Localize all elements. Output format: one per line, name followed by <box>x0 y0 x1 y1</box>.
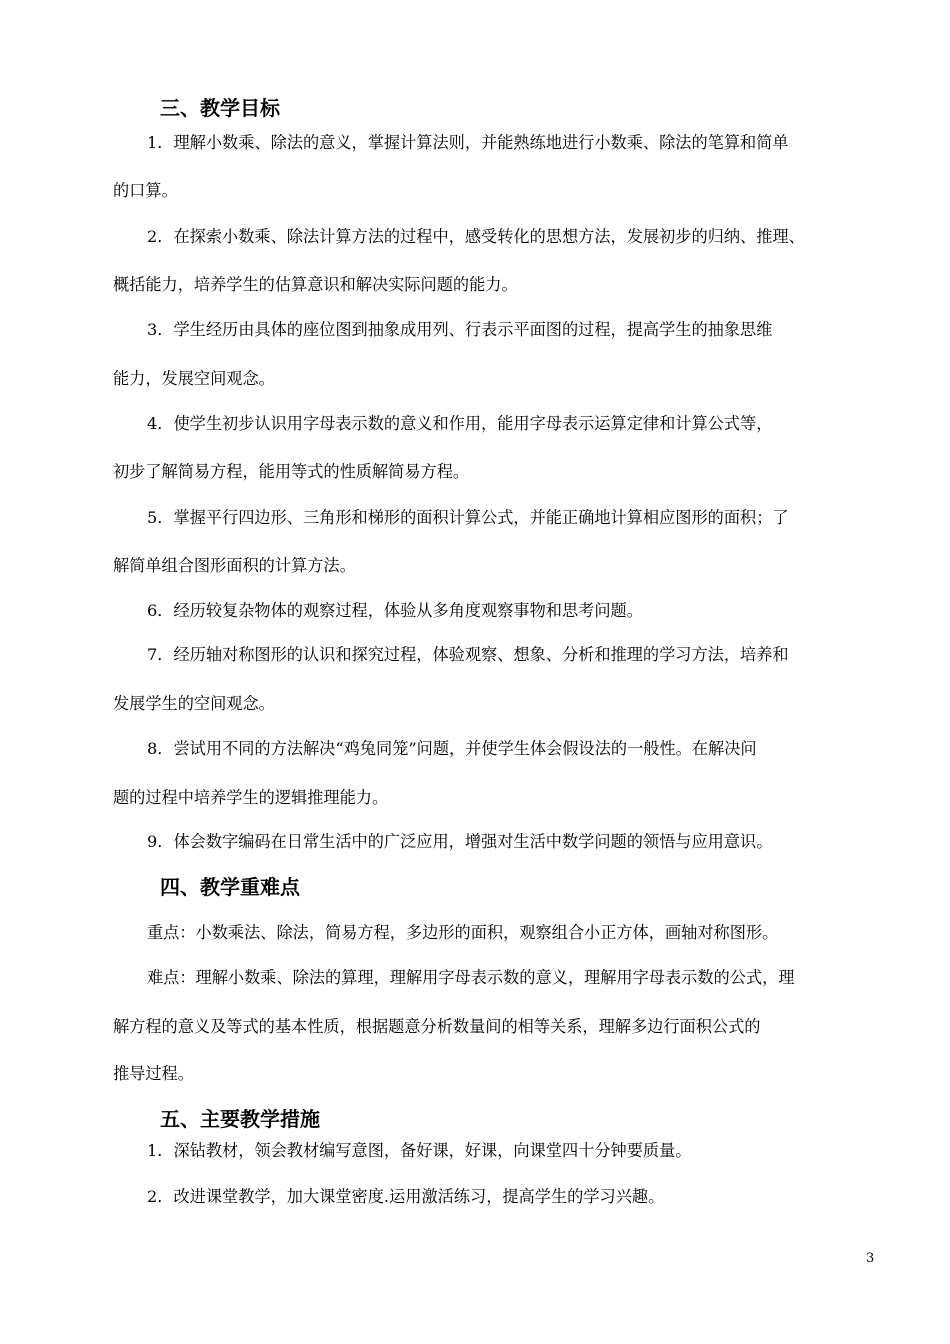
goal-9-line-1: 9．体会数字编码在日常生活中的广泛应用，增强对生活中数学问题的领悟与应用意识。 <box>147 832 773 851</box>
goal-6-line-1: 6．经历较复杂物体的观察过程，体验从多角度观察事物和思考问题。 <box>147 601 643 620</box>
goal-8-line-1: 8．尝试用不同的方法解决“鸡兔同笼”问题，并使学生体会假设法的一般性。在解决问 <box>147 739 757 758</box>
goal-4-line-1: 4．使学生初步认识用字母表示数的意义和作用，能用字母表示运算定律和计算公式等， <box>147 414 773 433</box>
goal-7-line-1: 7．经历轴对称图形的认识和探究过程，体验观察、想象、分析和推理的学习方法，培养和 <box>147 645 789 664</box>
goal-2-line-2: 概括能力，培养学生的估算意识和解决实际问题的能力。 <box>113 275 518 294</box>
measure-1-line: 1．深钻教材，领会教材编写意图，备好课，好课，向课堂四十分钟要质量。 <box>147 1141 692 1160</box>
goal-7-line-2: 发展学生的空间观念。 <box>113 694 275 713</box>
goal-8-line-2: 题的过程中培养学生的逻辑推理能力。 <box>113 788 389 807</box>
goal-4-line-2: 初步了解简易方程，能用等式的性质解简易方程。 <box>113 462 470 481</box>
section-heading-teaching-goals: 三、教学目标 <box>160 96 280 120</box>
goal-5-line-1: 5．掌握平行四边形、三角形和梯形的面积计算公式，并能正确地计算相应图形的面积；了 <box>147 508 789 527</box>
page-number: 3 <box>866 1251 875 1266</box>
goal-1-line-2: 的口算。 <box>113 181 178 200</box>
measure-2-line: 2．改进课堂教学，加大课堂密度.运用激活练习，提高学生的学习兴趣。 <box>147 1187 665 1206</box>
goal-2-line-1: 2．在探索小数乘、除法计算方法的过程中，感受转化的思想方法，发展初步的归纳、推理、 <box>147 227 805 246</box>
goal-3-line-2: 能力，发展空间观念。 <box>113 369 275 388</box>
goal-3-line-1: 3．学生经历由具体的座位图到抽象成用列、行表示平面图的过程，提高学生的抽象思维 <box>147 320 773 339</box>
difficult-points-line-1: 难点：理解小数乘、除法的算理，理解用字母表示数的意义，理解用字母表示数的公式，理 <box>147 968 795 987</box>
goal-5-line-2: 解简单组合图形面积的计算方法。 <box>113 556 356 575</box>
key-points-line: 重点：小数乘法、除法，简易方程，多边形的面积，观察组合小正方体，画轴对称图形。 <box>147 923 779 942</box>
difficult-points-line-3: 推导过程。 <box>113 1064 194 1083</box>
goal-1-line-1: 1．理解小数乘、除法的意义，掌握计算法则，并能熟练地进行小数乘、除法的笔算和简单 <box>147 133 789 152</box>
difficult-points-line-2: 解方程的意义及等式的基本性质，根据题意分析数量间的相等关系，理解多边行面积公式的 <box>113 1017 761 1036</box>
section-heading-key-difficult-points: 四、教学重难点 <box>160 875 300 899</box>
section-heading-teaching-measures: 五、主要教学措施 <box>160 1107 320 1131</box>
